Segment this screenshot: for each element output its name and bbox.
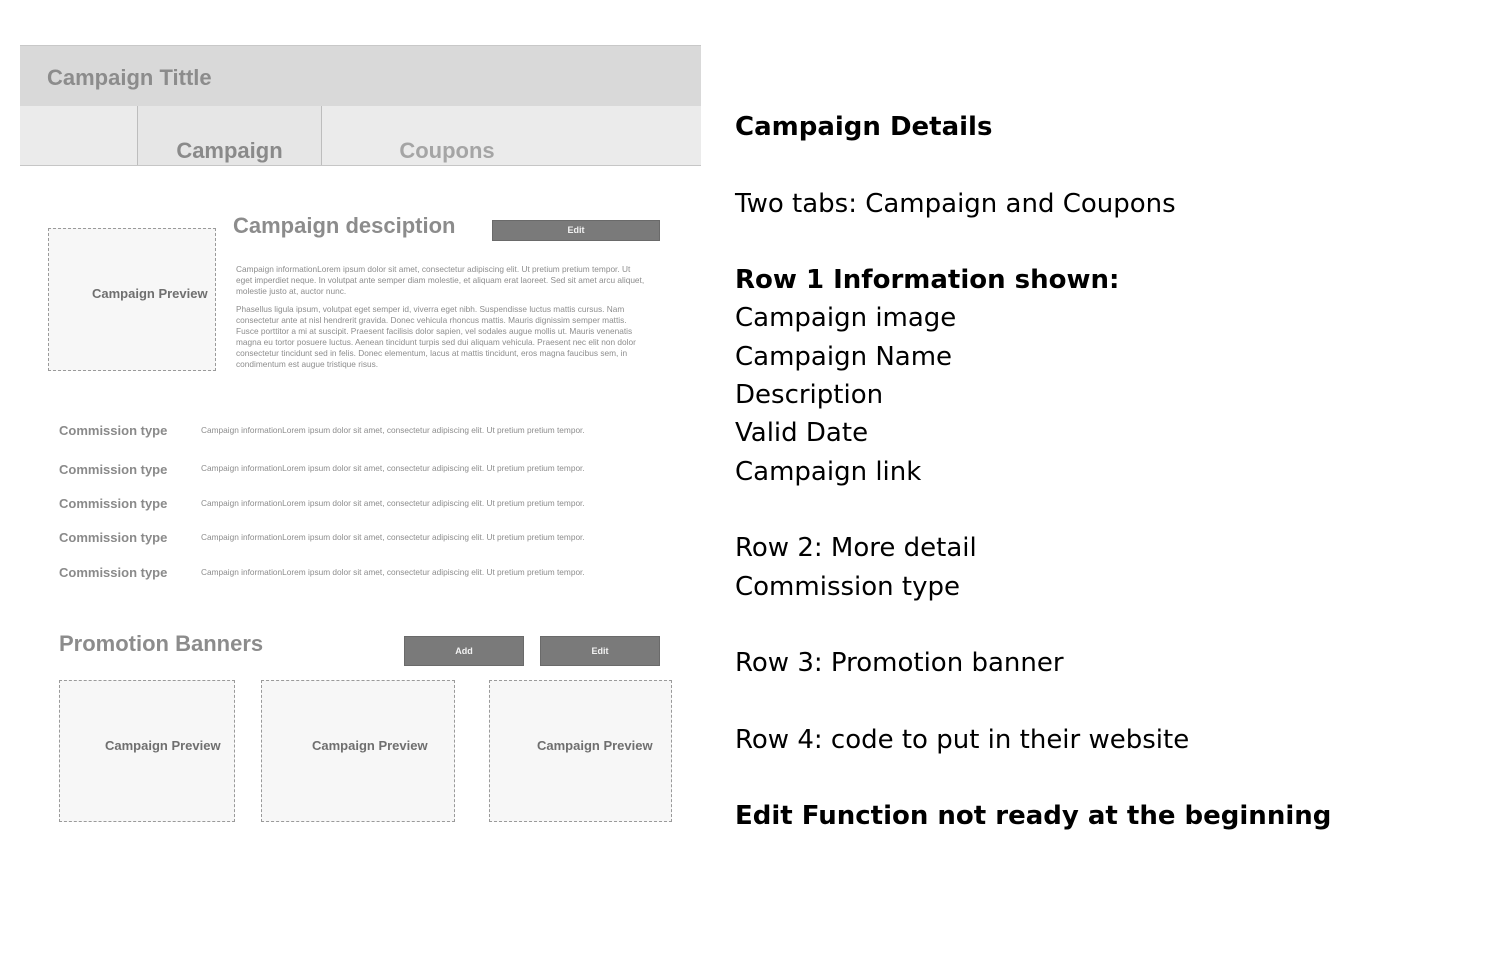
row1-item: Campaign Name <box>735 341 953 372</box>
commission-type-label: Commission type <box>59 530 168 545</box>
banner-preview-label: Campaign Preview <box>537 738 653 753</box>
commission-type-value: Campaign informationLorem ipsum dolor sit amet, consectetur adipiscing elit. Ut pretium pretium tempor. <box>201 463 585 473</box>
commission-type-value: Campaign informationLorem ipsum dolor sit amet, consectetur adipiscing elit. Ut pretium pretium tempor. <box>201 425 585 435</box>
row4-note: Row 4: code to put in their website <box>735 724 1190 755</box>
campaign-title: Campaign Tittle <box>47 65 212 90</box>
row1-item: Valid Date <box>735 418 869 449</box>
commission-type-value: Campaign informationLorem ipsum dolor sit amet, consectetur adipiscing elit. Ut pretium pretium tempor. <box>201 567 585 577</box>
campaign-description-heading: Campaign desciption <box>233 213 456 238</box>
row2-item: Commission type <box>735 571 960 602</box>
row1-heading: Row 1 Information shown: <box>735 265 1120 296</box>
title-bar <box>20 45 701 107</box>
banner-preview <box>489 680 672 822</box>
row1-item: Campaign link <box>735 456 922 487</box>
edit-banner-button[interactable]: Edit <box>540 636 660 666</box>
banner-preview-label: Campaign Preview <box>105 738 221 753</box>
add-banner-button[interactable]: Add <box>404 636 524 666</box>
commission-type-label: Commission type <box>59 462 168 477</box>
promotion-banners-heading: Promotion Banners <box>59 631 264 656</box>
commission-type-value: Campaign informationLorem ipsum dolor sit amet, consectetur adipiscing elit. Ut pretium pretium tempor. <box>201 498 585 508</box>
row3-note: Row 3: Promotion banner <box>735 648 1064 679</box>
tab-coupons[interactable]: Coupons <box>399 138 495 163</box>
banner-preview <box>261 680 455 822</box>
notes-panel <box>735 108 1475 836</box>
banner-preview <box>59 680 235 822</box>
notes-title: Campaign Details <box>735 112 993 142</box>
tab-bar <box>20 106 701 166</box>
campaign-info-paragraph: Campaign informationLorem ipsum dolor sit amet, consectetur adipiscing elit. Ut pretium pretium tempor. Ut eget imperdiet neque. In volutpat ante semper diam molestie, et aliquam erat laoreet. Sed sit amet arcu aliquet, molestie justo at, auctor nunc. <box>236 264 645 296</box>
row1-item: Description <box>735 380 884 411</box>
row2-heading: Row 2: More detail <box>735 533 977 564</box>
campaign-detail-paragraph: Phasellus ligula ipsum, volutpat eget semper id, viverra eget nibh. Suspendisse luctus mattis cursus. Nam consectetur ante at nisl hendrerit gravida. Donec vehicula rhoncus mattis. Mauris dignissim semper mattis. Fusce porttitor a mi at suscipit. Praesent facilisis dolor sapien, vel sodales augue mollis ut. Mauris venenatis magna eu tortor posuere luctus. Aenean tincidunt turpis sed dui aliquam vehicula. Praesent nec elit non dolor consectetur tincidunt sed in felis. Donec elementum, lacus at mattis tincidunt, eros magna faucibus sem, in condimentum est augue tristique risus. <box>236 304 636 369</box>
commission-type-value: Campaign informationLorem ipsum dolor sit amet, consectetur adipiscing elit. Ut pretium pretium tempor. <box>201 532 585 542</box>
campaign-preview-label: Campaign Preview <box>92 286 208 301</box>
banner-preview-label: Campaign Preview <box>312 738 428 753</box>
tab-campaign[interactable]: Campaign <box>137 106 322 165</box>
commission-type-label: Commission type <box>59 423 168 438</box>
tabs-note: Two tabs: Campaign and Coupons <box>735 188 1176 219</box>
campaign-preview-image <box>48 228 216 371</box>
row1-item: Campaign image <box>735 303 957 334</box>
edit-description-button[interactable]: Edit <box>492 220 660 241</box>
commission-type-label: Commission type <box>59 496 168 511</box>
wireframe <box>20 45 702 845</box>
edit-function-note: Edit Function not ready at the beginning <box>735 801 1332 832</box>
commission-type-label: Commission type <box>59 565 168 580</box>
